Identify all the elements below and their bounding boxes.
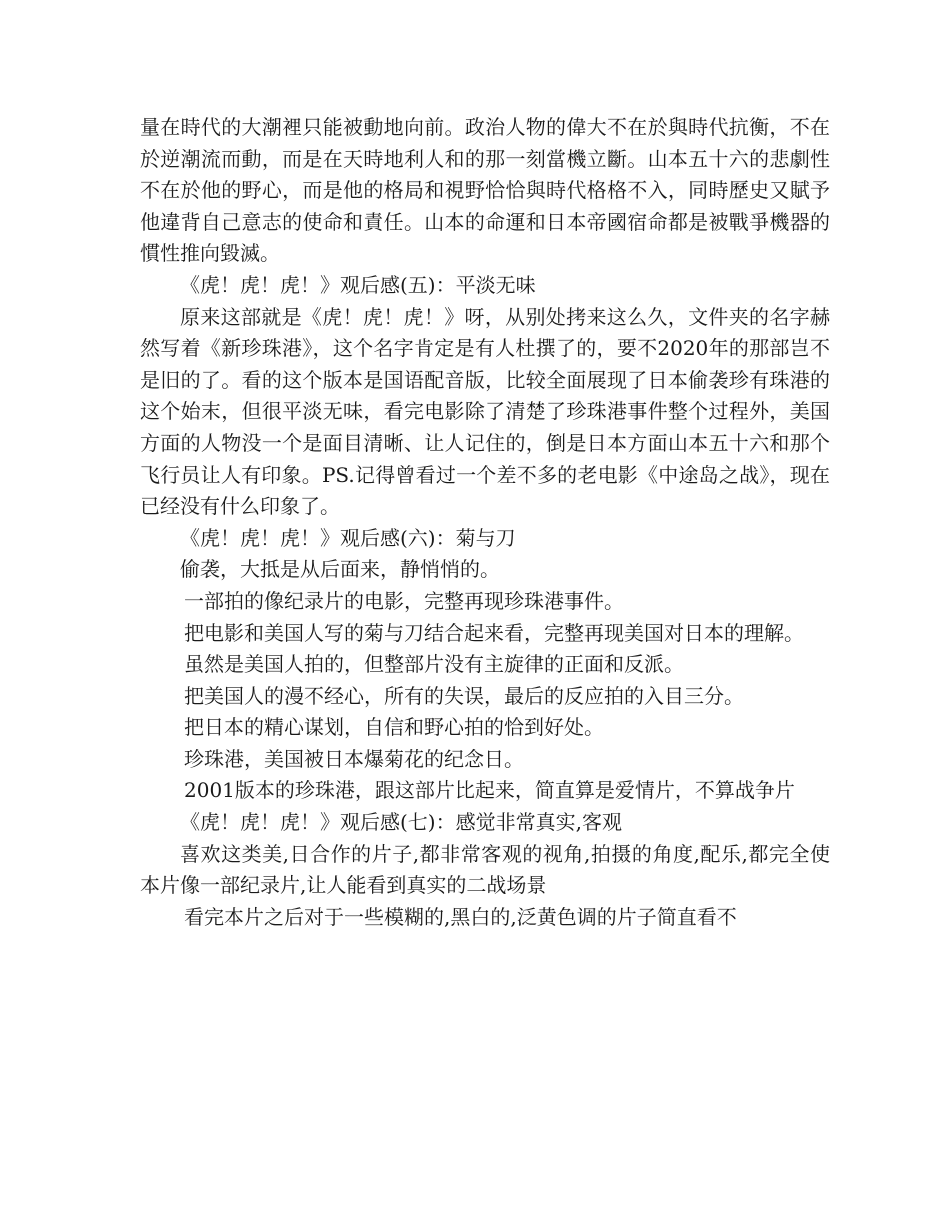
paragraph-chrysanthemum: 把电影和美国人写的菊与刀结合起来看，完整再现美国对日本的理解。 xyxy=(184,620,804,645)
paragraph-no-villain: 虽然是美国人拍的，但整部片没有主旋律的正面和反派。 xyxy=(184,652,684,677)
paragraph-2001-version: 2001版本的珍珠港，跟这部片比起来，简直算是爱情片，不算战争片 xyxy=(184,778,795,803)
document-body xyxy=(140,112,830,933)
section-heading-5: 《虎！虎！虎！》观后感(五)：平淡无味 xyxy=(180,272,536,297)
paragraph-continuation: 量在時代的大潮裡只能被動地向前。政治人物的偉大不在於與時代抗衡，不在於逆潮流而動，而是在天時地利人和的那一刻當機立斷。山本五十六的悲劇性不在於他的野心，而是他的格局和視野恰恰與時代格格不入，同時歷史又賦予他違背自己意志的使命和責任。山本的命運和日本帝國宿命都是被戰爭機器的慣性推向毀滅。 xyxy=(140,115,830,266)
paragraph-american-mistakes: 把美国人的漫不经心，所有的失误，最后的反应拍的入目三分。 xyxy=(184,683,744,708)
paragraph-after-watching: 看完本片之后对于一些模糊的,黑白的,泛黄色调的片子简直看不 xyxy=(184,904,737,929)
paragraph-documentary: 一部拍的像纪录片的电影，完整再现珍珠港事件。 xyxy=(184,588,624,613)
paragraph-review-5: 原来这部就是《虎！虎！虎！》呀，从别处拷来这么久，文件夹的名字赫然写着《新珍珠港》，这个名字肯定是有人杜撰了的，要不2020年的那部岂不是旧的了。看的这个版本是国语配音版，比较全面展现了日本偷袭珍有珠港的这个始末，但很平淡无味，看完电影除了清楚了珍珠港事件整个过程外，美国方面的人物没一个是面目清晰、让人记住的，倒是日本方面山本五十六和那个飞行员让人有印象。PS.记得曾看过一个差不多的老电影《中途岛之战》，现在已经没有什么印象了。 xyxy=(140,304,830,519)
paragraph-sneak-attack: 偷袭，大抵是从后面来，静悄悄的。 xyxy=(180,557,500,582)
paragraph-japan-planning: 把日本的精心谋划，自信和野心拍的恰到好处。 xyxy=(184,715,604,740)
paragraph-review-7: 喜欢这类美,日合作的片子,都非常客观的视角,拍摄的角度,配乐,都完全使本片像一部纪录片,让人能看到真实的二战场景 xyxy=(140,841,830,898)
section-heading-7: 《虎！虎！虎！》观后感(七)：感觉非常真实,客观 xyxy=(180,810,622,835)
paragraph-memorial-day: 珍珠港，美国被日本爆菊花的纪念日。 xyxy=(184,746,524,771)
section-heading-6: 《虎！虎！虎！》观后感(六)：菊与刀 xyxy=(180,525,516,550)
